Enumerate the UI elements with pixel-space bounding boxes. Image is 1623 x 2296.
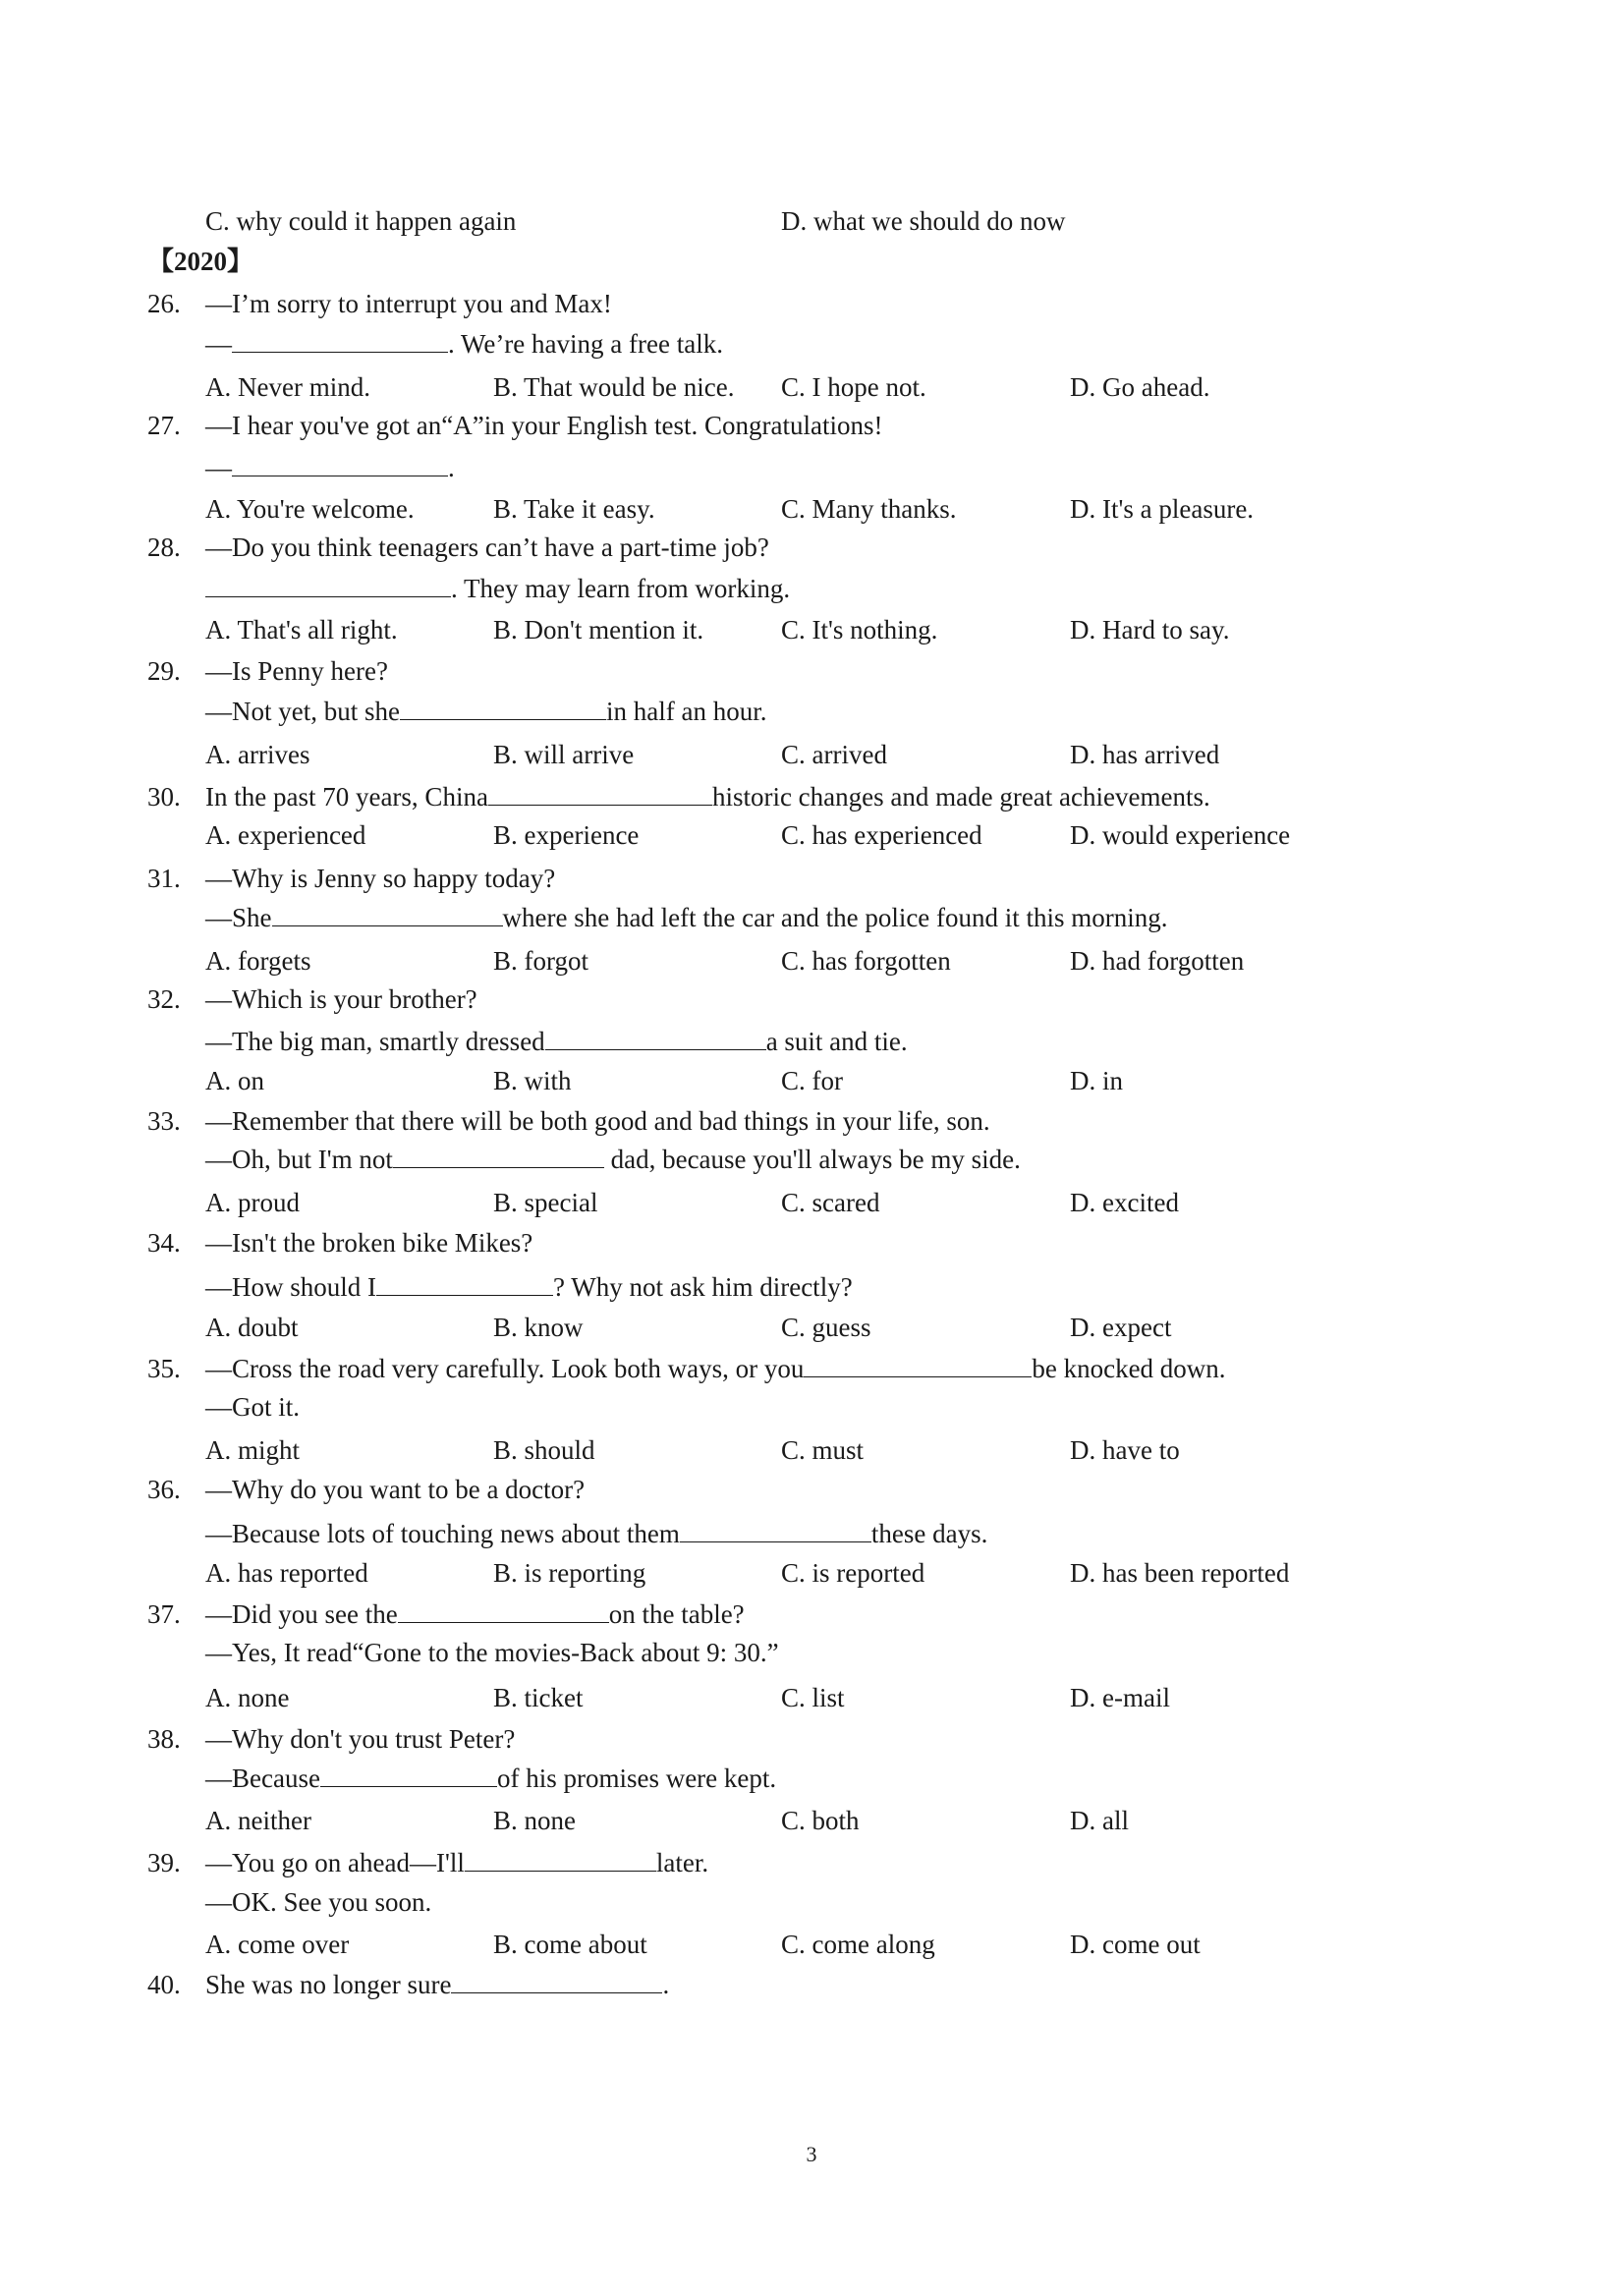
answer-blank[interactable] [376, 1269, 553, 1296]
question-text: —You go on ahead—I'll later. [205, 1843, 708, 1882]
question-number: 37. [147, 1599, 181, 1629]
option-d[interactable]: D. has arrived [1070, 740, 1220, 769]
options-row [0, 367, 1623, 407]
question-response [0, 1514, 1623, 1553]
question-text: —Do you think teenagers can’t have a part-time job? [205, 532, 769, 562]
question-text: —Is Penny here? [205, 656, 388, 686]
question-stem [0, 651, 1623, 691]
option-c[interactable]: C. scared [781, 1188, 880, 1217]
question-stem [0, 1223, 1623, 1262]
option-b[interactable]: B. special [493, 1188, 598, 1217]
option-d[interactable]: D. come out [1070, 1930, 1201, 1959]
option-a[interactable]: A. Never mind. [205, 372, 370, 402]
option-c[interactable]: C. has forgotten [781, 946, 951, 976]
question-text: —Why don't you trust Peter? [205, 1724, 516, 1754]
option-c[interactable]: C. both [781, 1806, 860, 1835]
answer-blank[interactable] [804, 1351, 1032, 1377]
option-d[interactable]: D. e-mail [1070, 1683, 1170, 1712]
question-text: —Yes, It read“Gone to the movies-Back about 9: 30.” [205, 1638, 779, 1667]
question-response [0, 1022, 1623, 1061]
option-d[interactable]: D. excited [1070, 1188, 1179, 1217]
question-text: —Isn't the broken bike Mikes? [205, 1228, 533, 1258]
option-b[interactable]: B. should [493, 1435, 595, 1465]
question-number: 34. [147, 1228, 181, 1258]
question-text: —Oh, but I'm not dad, because you'll always be my side. [205, 1140, 1021, 1179]
options-row [0, 489, 1623, 529]
option-c[interactable]: C. I hope not. [781, 372, 926, 402]
question-text: . They may learn from working. [205, 569, 790, 608]
option-b[interactable]: B. know [493, 1313, 584, 1342]
option-d[interactable]: D. expect [1070, 1313, 1172, 1342]
question-stem [0, 1843, 1623, 1882]
question-number: 40. [147, 1970, 181, 1999]
question-stem [0, 777, 1623, 816]
option-a[interactable]: A. doubt [205, 1313, 299, 1342]
option-c[interactable]: C. is reported [781, 1558, 925, 1588]
question-text: —The big man, smartly dressed a suit and tie. [205, 1022, 908, 1061]
answer-blank[interactable] [451, 1967, 662, 1993]
answer-blank[interactable] [680, 1516, 871, 1542]
options-row [0, 1678, 1623, 1717]
question-number: 26. [147, 289, 181, 318]
option-d: D. what we should do now [781, 206, 1066, 236]
question-number: 28. [147, 532, 181, 562]
question-response [0, 1267, 1623, 1307]
question-text: —Because of his promises were kept. [205, 1759, 776, 1798]
question-text: —I hear you've got an“A”in your English test. Congratulations! [205, 411, 883, 440]
question-number: 32. [147, 984, 181, 1014]
options-row [0, 1430, 1623, 1470]
answer-blank[interactable] [488, 779, 712, 806]
answer-blank[interactable] [232, 450, 448, 476]
question-text: —Got it. [205, 1392, 301, 1422]
question-response [0, 1759, 1623, 1798]
page-number: 3 [806, 2142, 817, 2166]
option-b[interactable]: B. Take it easy. [493, 494, 655, 524]
options-row [0, 1183, 1623, 1222]
option-b[interactable]: B. will arrive [493, 740, 635, 769]
options-row [0, 815, 1623, 855]
question-stem [0, 1965, 1623, 2004]
question-stem [0, 1470, 1623, 1509]
question-number: 36. [147, 1475, 181, 1504]
question-response [0, 569, 1623, 608]
answer-blank[interactable] [232, 326, 448, 353]
option-d[interactable]: D. in [1070, 1066, 1123, 1095]
question-stem [0, 1101, 1623, 1141]
options-row [0, 735, 1623, 774]
options-row [0, 610, 1623, 649]
question-text: —She where she had left the car and the police found it this morning. [205, 898, 1168, 937]
question-text: — . [205, 448, 455, 487]
question-response [0, 1633, 1623, 1672]
question-text: —Remember that there will be both good and bad things in your life, son. [205, 1106, 990, 1136]
option-b[interactable]: B. ticket [493, 1683, 584, 1712]
question-text: —OK. See you soon. [205, 1887, 432, 1917]
question-number: 39. [147, 1848, 181, 1877]
question-number: 35. [147, 1354, 181, 1383]
option-a[interactable]: A. might [205, 1435, 301, 1465]
option-a[interactable]: A. experienced [205, 820, 366, 850]
answer-blank[interactable] [465, 1845, 656, 1872]
option-d[interactable]: D. Go ahead. [1070, 372, 1210, 402]
question-number: 33. [147, 1106, 181, 1136]
question-response [0, 1387, 1623, 1427]
option-b[interactable]: B. experience [493, 820, 640, 850]
options-row [0, 1925, 1623, 1964]
question-number: 30. [147, 782, 181, 812]
option-b[interactable]: B. with [493, 1066, 572, 1095]
option-b[interactable]: B. forgot [493, 946, 589, 976]
option-d[interactable]: D. have to [1070, 1435, 1180, 1465]
question-text: In the past 70 years, China historic changes and made great achievements. [205, 777, 1210, 816]
options-row [0, 1308, 1623, 1347]
option-c[interactable]: C. list [781, 1683, 845, 1712]
option-b[interactable]: B. That would be nice. [493, 372, 735, 402]
option-c[interactable]: C. guess [781, 1313, 871, 1342]
question-text: —Because lots of touching news about them these days. [205, 1514, 987, 1553]
question-text: She was no longer sure . [205, 1965, 669, 2004]
option-b[interactable]: B. is reporting [493, 1558, 646, 1588]
options-row [0, 1061, 1623, 1100]
option-c: C. why could it happen again [205, 206, 517, 236]
question-response [0, 448, 1623, 487]
question-number: 38. [147, 1724, 181, 1754]
question-text: —Why is Jenny so happy today? [205, 864, 556, 893]
option-a[interactable]: A. arrives [205, 740, 310, 769]
option-c[interactable]: C. has experienced [781, 820, 982, 850]
answer-blank[interactable] [398, 1596, 609, 1623]
option-a[interactable]: A. none [205, 1683, 290, 1712]
question-text: —Which is your brother? [205, 984, 477, 1014]
answer-blank[interactable] [393, 1142, 604, 1168]
answer-blank[interactable] [400, 694, 606, 720]
option-a[interactable]: A. on [205, 1066, 264, 1095]
option-c[interactable]: C. Many thanks. [781, 494, 957, 524]
question-response [0, 1882, 1623, 1922]
answer-blank[interactable] [205, 571, 451, 597]
question-stem [0, 859, 1623, 898]
option-c[interactable]: C. come along [781, 1930, 935, 1959]
question-text: —I’m sorry to interrupt you and Max! [205, 289, 612, 318]
question-response [0, 898, 1623, 937]
question-number: 31. [147, 864, 181, 893]
question-number: 29. [147, 656, 181, 686]
option-c[interactable]: C. for [781, 1066, 843, 1095]
option-a[interactable]: A. proud [205, 1188, 300, 1217]
question-text: —Not yet, but she in half an hour. [205, 692, 766, 731]
option-d[interactable]: D. Hard to say. [1070, 615, 1230, 644]
question-text: — . We’re having a free talk. [205, 324, 723, 364]
question-stem [0, 1719, 1623, 1759]
question-stem [0, 284, 1623, 323]
options-row [0, 1801, 1623, 1840]
section-year-label: 【2020】 [147, 247, 253, 276]
question-text: —How should I ? Why not ask him directly? [205, 1267, 853, 1307]
option-a[interactable]: A. That's all right. [205, 615, 398, 644]
options-row [0, 941, 1623, 980]
option-d[interactable]: D. had forgotten [1070, 946, 1245, 976]
option-a[interactable]: A. has reported [205, 1558, 368, 1588]
question-stem [0, 980, 1623, 1019]
option-c[interactable]: C. must [781, 1435, 865, 1465]
option-d[interactable]: D. It's a pleasure. [1070, 494, 1255, 524]
option-a[interactable]: A. forgets [205, 946, 311, 976]
option-c[interactable]: C. It's nothing. [781, 615, 938, 644]
option-b[interactable]: B. come about [493, 1930, 647, 1959]
option-a[interactable]: A. You're welcome. [205, 494, 415, 524]
option-c[interactable]: C. arrived [781, 740, 887, 769]
question-stem [0, 406, 1623, 445]
option-b[interactable]: B. none [493, 1806, 576, 1835]
option-d[interactable]: D. has been reported [1070, 1558, 1290, 1588]
question-response [0, 324, 1623, 364]
option-a[interactable]: A. come over [205, 1930, 350, 1959]
previous-options-row [0, 201, 1623, 241]
question-stem [0, 1595, 1623, 1634]
question-number: 27. [147, 411, 181, 440]
question-stem [0, 528, 1623, 567]
options-row [0, 1553, 1623, 1593]
question-text: —Why do you want to be a doctor? [205, 1475, 586, 1504]
question-response [0, 1140, 1623, 1179]
answer-blank[interactable] [272, 900, 503, 926]
question-stem [0, 1349, 1623, 1388]
option-b[interactable]: B. Don't mention it. [493, 615, 704, 644]
question-text: —Cross the road very carefully. Look both ways, or you be knocked down. [205, 1349, 1226, 1388]
question-response [0, 692, 1623, 731]
option-d[interactable]: D. would experience [1070, 820, 1291, 850]
question-text: —Did you see the on the table? [205, 1595, 745, 1634]
answer-blank[interactable] [320, 1761, 497, 1787]
option-a[interactable]: A. neither [205, 1806, 311, 1835]
option-d[interactable]: D. all [1070, 1806, 1129, 1835]
answer-blank[interactable] [545, 1024, 766, 1050]
